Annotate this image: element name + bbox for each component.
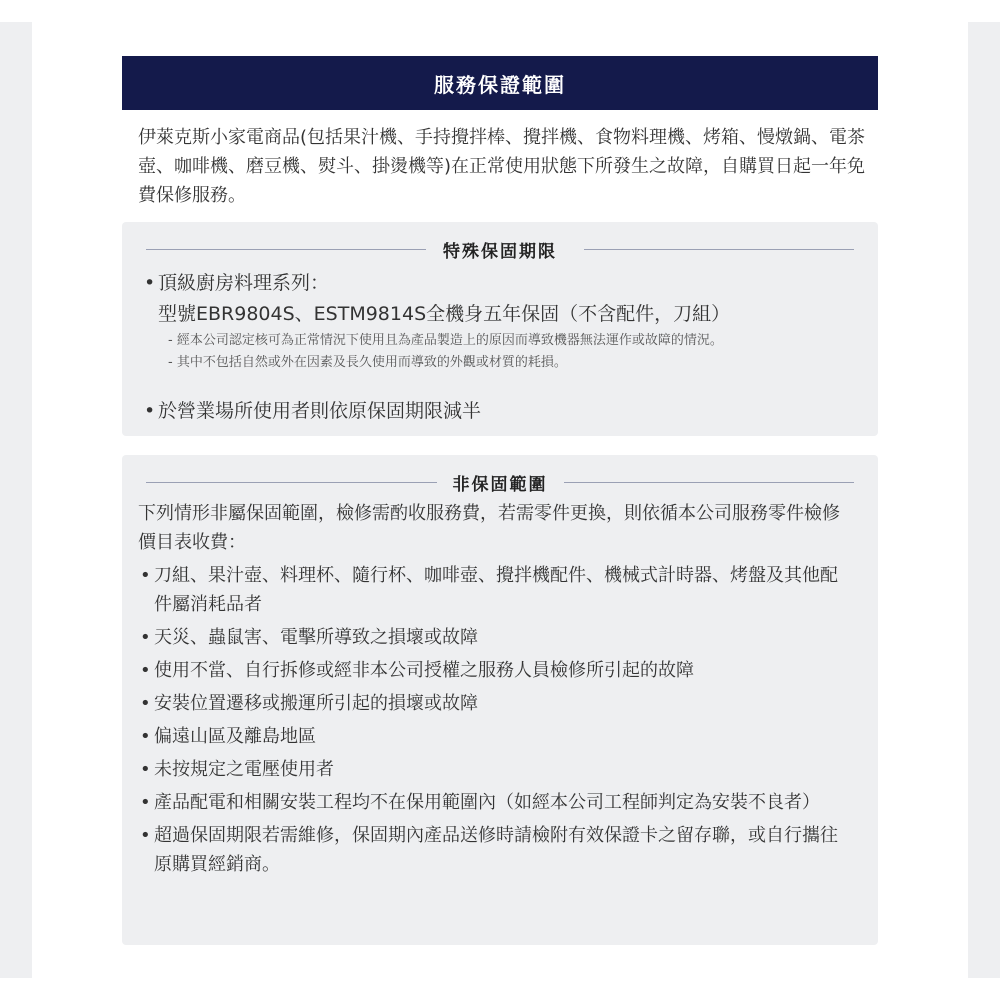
list-item xyxy=(142,268,878,330)
bullet: • xyxy=(140,792,151,813)
list-item xyxy=(138,755,848,784)
bullet: • xyxy=(140,726,151,747)
list-item xyxy=(138,623,848,652)
item-text: 產品配電和相關安裝工程均不在保用範圍內（如經本公司工程師判定為安裝不良者） xyxy=(154,792,820,813)
section-title: 特殊保固期限 xyxy=(427,237,573,262)
special-warranty-heading xyxy=(122,232,878,266)
bullet: • xyxy=(140,565,151,586)
exclusion-card xyxy=(122,455,878,945)
bullet: • xyxy=(140,759,151,780)
list-item xyxy=(138,788,848,817)
list-item xyxy=(138,689,848,718)
item-text: 使用不當、自行拆修或經非本公司授權之服務人員檢修所引起的故障 xyxy=(154,660,694,681)
list-item xyxy=(138,722,848,751)
intro-paragraph: 伊萊克斯小家電商品(包括果汁機、手持攪拌棒、攪拌機、食物料理機、烤箱、慢燉鍋、電茶壺、咖啡機、磨豆機、熨斗、掛燙機等)在正常使用狀態下所發生之故障，自購買日起一年免費保修服務。 xyxy=(138,127,866,206)
divider xyxy=(146,249,426,250)
exclusion-heading xyxy=(122,465,878,499)
bullet: • xyxy=(144,400,156,422)
list-item xyxy=(138,821,848,879)
list-item xyxy=(138,561,848,619)
section-title: 非保固範圍 xyxy=(437,470,564,495)
bullet: • xyxy=(144,272,156,294)
right-margin-strip xyxy=(968,22,1000,978)
divider xyxy=(146,482,446,483)
page-title: 服務保證範圍 xyxy=(122,56,878,110)
item-text: 型號EBR9804S、ESTM9814S全機身五年保固（不含配件，刀組） xyxy=(158,303,731,325)
bullet: • xyxy=(140,627,151,648)
note: - 經本公司認定核可為正常情況下使用且為產品製造上的原因而導致機器無法運作或故障的情況。 xyxy=(168,333,723,348)
left-margin-strip xyxy=(0,22,32,978)
divider xyxy=(584,249,854,250)
bullet: • xyxy=(140,660,151,681)
item-text: 天災、蟲鼠害、電擊所導致之損壞或故障 xyxy=(154,627,478,648)
divider xyxy=(564,482,854,483)
exclusion-intro: 下列情形非屬保固範圍，檢修需酌收服務費，若需零件更換，則依循本公司服務零件檢修價目表收費： xyxy=(138,503,840,553)
bullet: • xyxy=(140,825,151,846)
item-text: 於營業場所使用者則依原保固期限減半 xyxy=(158,400,482,422)
bullet: • xyxy=(140,693,151,714)
item-text: 超過保固期限若需維修，保固期內產品送修時請檢附有效保證卡之留存聯，或自行攜往原購買經銷商。 xyxy=(154,825,838,875)
item-text: 未按規定之電壓使用者 xyxy=(154,759,334,780)
note: - 其中不包括自然或外在因素及長久使用而導致的外觀或材質的耗損。 xyxy=(168,355,567,370)
item-text: 安裝位置遷移或搬運所引起的損壞或故障 xyxy=(154,693,478,714)
list-item xyxy=(142,396,878,427)
item-text: 偏遠山區及離島地區 xyxy=(154,726,316,747)
list-item xyxy=(138,656,848,685)
item-text: 頂級廚房料理系列： xyxy=(158,272,330,294)
special-warranty-card xyxy=(122,222,878,436)
item-text: 刀組、果汁壺、料理杯、隨行杯、咖啡壺、攪拌機配件、機械式計時器、烤盤及其他配件屬消耗品者 xyxy=(154,565,838,615)
